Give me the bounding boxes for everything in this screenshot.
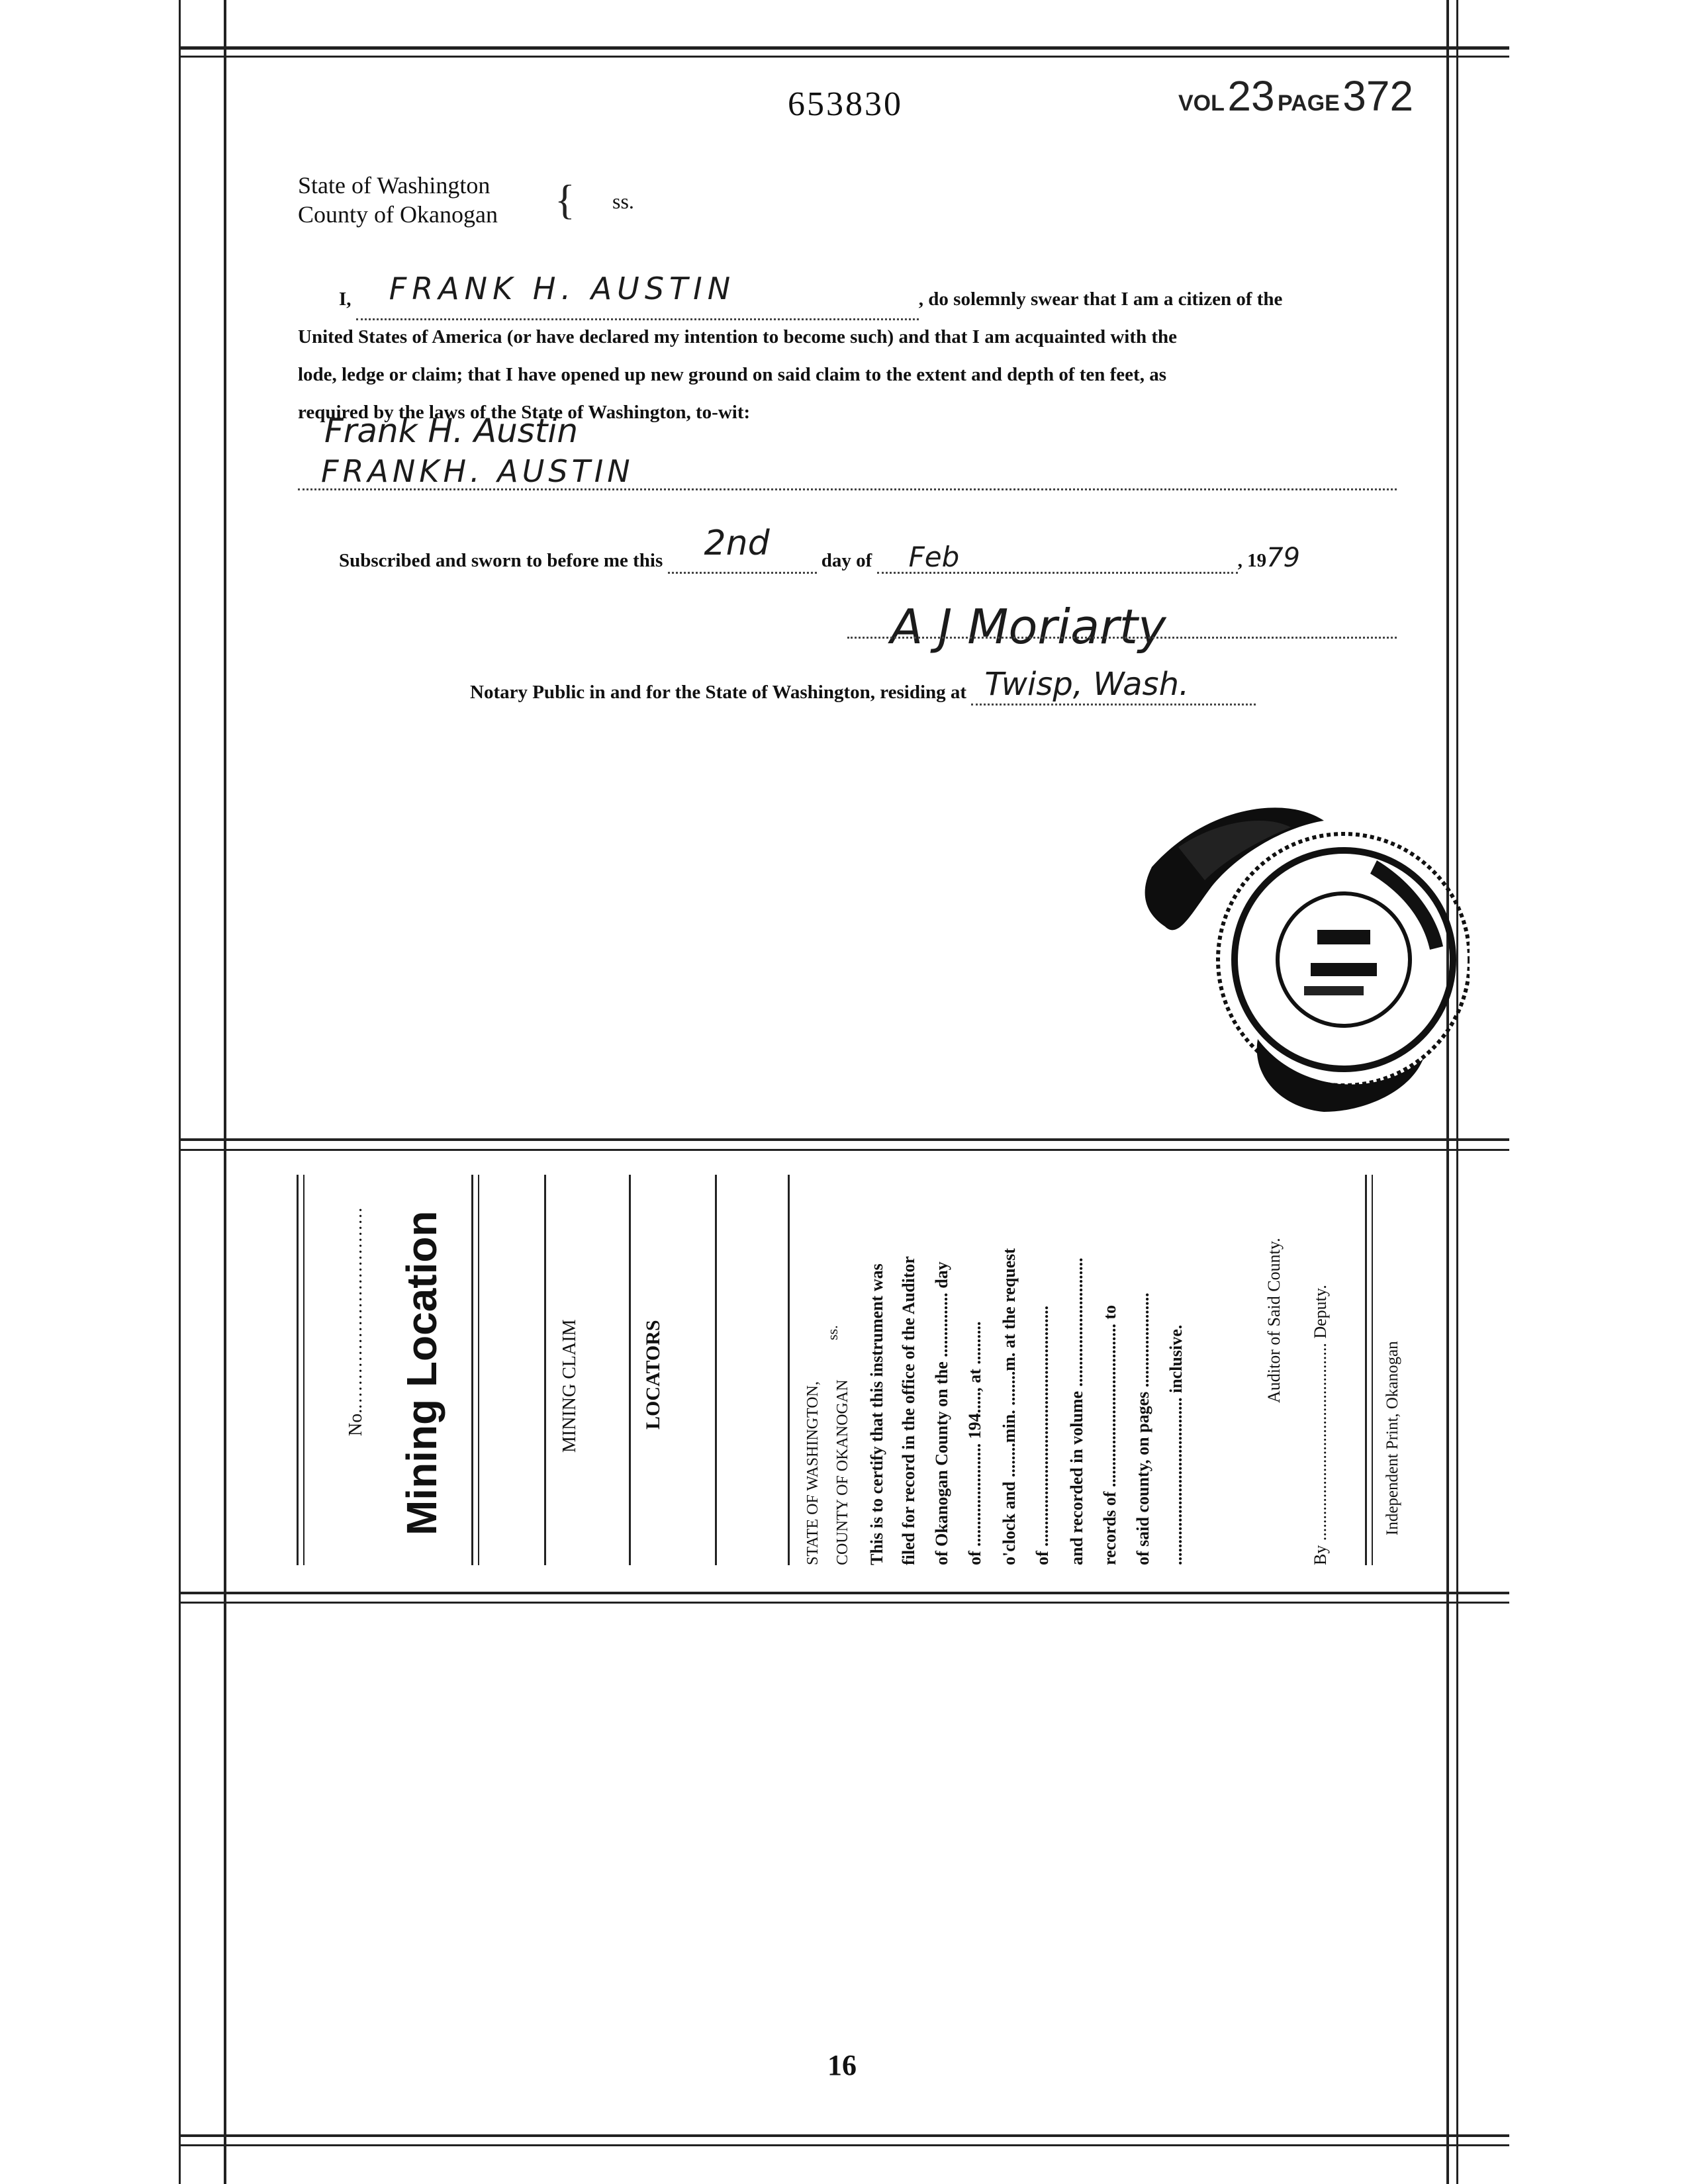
affidavit-line-1: [298, 271, 1397, 320]
venue-state: State of Washington: [298, 172, 491, 199]
month-handwritten: Feb: [908, 541, 960, 573]
notary-seal-image: [1125, 781, 1470, 1125]
back-cert-2: filed for record in the office of the Auditor: [899, 1256, 918, 1565]
venue-county: County of Okanogan: [298, 201, 498, 228]
back-cover: [298, 1175, 1401, 1565]
lower-fold-line-2: [179, 1602, 1509, 1604]
back-cert-9: of said county, on pages ......................: [1133, 1293, 1152, 1565]
affidavit-line-4: required by the laws of the State of Washington, to-wit:: [298, 402, 751, 423]
back-auditor: Auditor of Said County.: [1264, 1238, 1284, 1403]
back-state-line: STATE OF WASHINGTON,: [804, 1381, 821, 1565]
subscribed-text: Subscribed and sworn to before me this: [339, 550, 663, 571]
top-fold-line-2: [179, 56, 1509, 58]
vol-label: VOL: [1178, 91, 1225, 116]
month-field: [877, 541, 1238, 574]
residence-field: [971, 666, 1256, 705]
back-col-line: [471, 1175, 473, 1565]
back-col-line: [303, 1175, 305, 1565]
back-county-line: COUNTY OF OKANOGAN: [834, 1379, 851, 1565]
venue-ss: ss.: [612, 189, 634, 213]
left-border-line: [179, 0, 181, 2184]
back-col-line: [544, 1175, 546, 1565]
back-by-label: By: [1311, 1545, 1330, 1565]
notary-text: Notary Public in and for the State of Washington, residing at: [470, 682, 967, 703]
page-number-stamp: 372: [1342, 72, 1414, 120]
top-fold-line: [179, 46, 1509, 50]
back-col-line: [297, 1175, 299, 1565]
left-border-line-2: [224, 0, 226, 2184]
venue-block: [298, 171, 498, 229]
notary-line: [470, 666, 1256, 705]
mid-fold-line: [179, 1138, 1509, 1141]
day-handwritten: 2nd: [704, 523, 770, 563]
notary-signature: A J Moriarty: [890, 599, 1166, 655]
affiant-name-field: [356, 271, 919, 320]
i-label: I,: [339, 289, 352, 310]
day-of-label: day of: [821, 550, 872, 571]
back-cert-4: of ........................ 194....., at ..........: [965, 1321, 984, 1565]
jurat-line: Subscribed and sworn to before me this 2nd day of Feb , 1979: [339, 523, 1300, 573]
back-col-line: [788, 1175, 790, 1565]
back-col-line: [629, 1175, 631, 1565]
back-mining-claim: MINING CLAIM: [559, 1319, 580, 1453]
back-col-line: [1365, 1175, 1367, 1565]
affidavit-text-1: , do solemnly swear that I am a citizen of the: [918, 289, 1283, 310]
to-wit-dotted-line: [298, 488, 1397, 490]
back-by-line: By .............................................. Deputy.: [1311, 1285, 1330, 1565]
back-cert-6: of ........................................................: [1033, 1305, 1052, 1565]
bottom-fold-line: [179, 2134, 1509, 2137]
back-col-line: [478, 1175, 479, 1565]
day-field: [668, 523, 817, 574]
year-prefix: 19: [1247, 550, 1267, 571]
back-no-text: No.: [346, 1408, 366, 1436]
volume-page-stamp: [1178, 71, 1413, 120]
page-number: 16: [827, 2049, 857, 2081]
back-title: Mining Location: [398, 1210, 445, 1535]
back-col-line: [1372, 1175, 1373, 1565]
back-cert-5: o'clock and ........min. ........m. at the request: [1000, 1248, 1019, 1565]
affiant-name-handwritten: FRANK H. AUSTIN: [389, 271, 736, 306]
venue-brace: {: [555, 176, 575, 223]
back-deputy: Deputy.: [1311, 1285, 1330, 1339]
residence-handwritten: Twisp, Wash.: [984, 666, 1190, 703]
back-cert-7: and recorded in volume ..............................: [1067, 1257, 1086, 1565]
back-cert-3: of Okanogan County on the ............... day: [932, 1261, 951, 1565]
affidavit-line-3: lode, ledge or claim; that I have opened up new ground on said claim to the extent and depth of ten feet, as: [298, 364, 1166, 385]
back-cert-8: records of ...................................... to: [1100, 1304, 1119, 1565]
mid-fold-line-2: [179, 1149, 1509, 1151]
notary-signature-line: [847, 637, 1397, 639]
bottom-fold-line-2: [179, 2144, 1509, 2146]
back-no-label: No...................................: [346, 1206, 366, 1436]
vol-number: 23: [1227, 72, 1275, 120]
affiant-signature: Frank H. Austin: [324, 412, 579, 450]
back-cert-1: This is to certify that this instrument was: [867, 1263, 886, 1565]
back-col-line: [715, 1175, 717, 1565]
year-handwritten: 79: [1266, 543, 1300, 573]
lower-fold-line: [179, 1592, 1509, 1594]
back-cert-10: ....................................... inclusive.: [1166, 1324, 1186, 1565]
back-printer: Independent Print, Okanogan: [1383, 1341, 1401, 1535]
affiant-printed-name: FRANKH. AUSTIN: [321, 453, 634, 489]
page-label: PAGE: [1278, 91, 1340, 116]
back-locators: LOCATORS: [642, 1320, 664, 1430]
document-number: 653830: [788, 85, 903, 123]
affidavit-line-2: United States of America (or have declared my intention to become such) and that I am acquainted with the: [298, 326, 1178, 347]
back-ss: ss.: [824, 1325, 841, 1340]
